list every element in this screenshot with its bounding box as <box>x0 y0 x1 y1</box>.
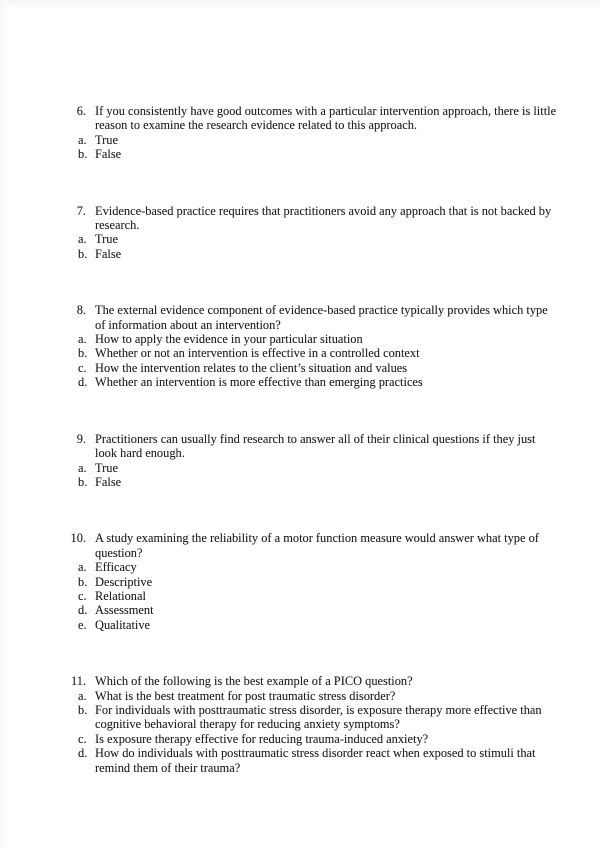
option-letter: b. <box>78 574 88 589</box>
answer-option[interactable] <box>0 461 600 475</box>
option-letter: d. <box>78 746 88 761</box>
option-text: Relational <box>95 588 146 603</box>
option-letter: a. <box>78 688 87 703</box>
option-letter: a. <box>78 132 87 147</box>
question-number: 6. <box>76 104 86 118</box>
option-text: Descriptive <box>95 574 153 589</box>
option-letter: e. <box>78 617 87 632</box>
option-letter: a. <box>78 560 87 575</box>
question-number: 10. <box>70 531 86 546</box>
option-text: How the intervention relates to the client’s situation and values <box>95 360 408 375</box>
answer-option[interactable] <box>0 247 600 261</box>
question-block <box>0 531 600 632</box>
answer-options <box>0 560 600 632</box>
option-text: False <box>95 474 122 489</box>
option-text: Whether or not an intervention is effective in a controlled context <box>95 346 420 361</box>
answer-options <box>0 332 600 390</box>
answer-options <box>0 232 600 261</box>
question-number: 8. <box>76 303 86 318</box>
option-letter: c. <box>78 731 87 746</box>
question-block <box>0 104 600 162</box>
option-text: How to apply the evidence in your particular situation <box>95 332 363 347</box>
question-number: 11. <box>70 674 86 689</box>
option-letter: a. <box>78 232 87 247</box>
option-letter: a. <box>78 332 87 347</box>
option-letter: b. <box>78 147 88 162</box>
question-stem-text: Which of the following is the best example of a PICO question? <box>95 674 413 689</box>
option-text: Whether an intervention is more effective than emerging practices <box>95 375 423 390</box>
option-letter: b. <box>78 246 88 261</box>
answer-option[interactable] <box>0 618 600 632</box>
question-stem-text: If you consistently have good outcomes with a particular intervention approach, there is little reason to examine the research evidence related to this approach. <box>95 104 557 133</box>
question-stem <box>0 104 600 133</box>
answer-option[interactable] <box>0 375 600 389</box>
answer-option[interactable] <box>0 332 600 346</box>
answer-options <box>0 689 600 775</box>
option-text: True <box>95 460 118 475</box>
question-block <box>0 303 600 389</box>
option-text: Is exposure therapy effective for reducing trauma-induced anxiety? <box>95 731 429 746</box>
answer-option[interactable] <box>0 147 600 161</box>
answer-option[interactable] <box>0 689 600 703</box>
answer-options <box>0 133 600 162</box>
option-letter: d. <box>78 375 88 390</box>
questions-container <box>0 104 600 775</box>
question-stem-text: Evidence-based practice requires that practitioners avoid any approach that is not backed by research. <box>95 203 552 233</box>
question-stem <box>0 204 600 233</box>
answer-option[interactable] <box>0 560 600 574</box>
option-text: Assessment <box>95 603 154 618</box>
scan-edge-artifact-top <box>0 0 600 11</box>
question-stem-text: A study examining the reliability of a motor function measure would answer what type of question? <box>95 531 539 560</box>
question-stem <box>0 303 600 332</box>
option-text: False <box>95 246 122 261</box>
option-letter: d. <box>78 603 88 618</box>
option-text: For individuals with posttraumatic stress disorder, is exposure therapy more effective than cognitive behavioral therapy for reducing anxiety symptoms? <box>95 702 542 732</box>
question-block <box>0 674 600 775</box>
option-letter: b. <box>78 346 88 361</box>
answer-option[interactable] <box>0 589 600 603</box>
answer-option[interactable] <box>0 361 600 375</box>
question-stem <box>0 674 600 688</box>
option-text: What is the best treatment for post traumatic stress disorder? <box>95 688 396 703</box>
question-block <box>0 432 600 490</box>
answer-option[interactable] <box>0 732 600 746</box>
answer-option[interactable] <box>0 575 600 589</box>
option-text: Qualitative <box>95 617 151 632</box>
option-letter: c. <box>78 588 87 603</box>
option-letter: b. <box>78 474 88 489</box>
question-stem <box>0 531 600 560</box>
question-block <box>0 204 600 262</box>
answer-option[interactable] <box>0 475 600 489</box>
option-letter: b. <box>78 702 88 717</box>
answer-option[interactable] <box>0 232 600 246</box>
option-letter: a. <box>78 460 87 475</box>
question-stem-text: The external evidence component of evidence-based practice typically provides which type of information about an intervention? <box>95 303 548 332</box>
option-text: How do individuals with posttraumatic stress disorder react when exposed to stimuli that remind them of their trauma? <box>95 746 536 775</box>
question-stem-text: Practitioners can usually find research to answer all of their clinical questions if they just look hard enough. <box>95 431 536 461</box>
question-stem <box>0 432 600 461</box>
answer-option[interactable] <box>0 346 600 360</box>
answer-options <box>0 461 600 490</box>
answer-option[interactable] <box>0 603 600 617</box>
question-number: 7. <box>76 203 86 218</box>
option-letter: c. <box>78 360 87 375</box>
question-number: 9. <box>76 431 86 446</box>
option-text: True <box>95 232 118 247</box>
option-text: False <box>95 147 122 162</box>
answer-option[interactable] <box>0 703 600 732</box>
option-text: Efficacy <box>95 560 137 575</box>
answer-option[interactable] <box>0 133 600 147</box>
option-text: True <box>95 132 118 147</box>
answer-option[interactable] <box>0 746 600 775</box>
